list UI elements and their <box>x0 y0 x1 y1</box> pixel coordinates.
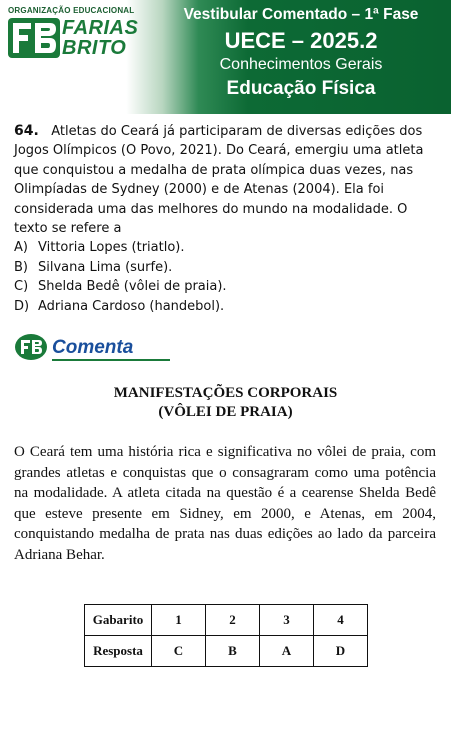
section-title-line2: (VÔLEI DE PRAIA) <box>158 404 293 420</box>
option-letter: C) <box>14 279 29 295</box>
resposta-label: Resposta <box>85 636 152 667</box>
question-number: 64. <box>14 123 39 139</box>
option-text: Silvana Lima (surfe). <box>38 259 173 275</box>
fb-logo-mark-icon <box>8 18 60 58</box>
section-title-line1: MANIFESTAÇÕES CORPORAIS <box>113 385 338 401</box>
table-row <box>85 636 368 667</box>
option-d <box>14 297 438 316</box>
option-letter: A) <box>14 240 28 256</box>
option-text: Adriana Cardoso (handebol). <box>38 298 225 314</box>
answer-key-table <box>84 604 368 667</box>
exam-subject: Educação Física <box>226 78 376 99</box>
answer-letter: C <box>152 636 206 667</box>
column-number: 3 <box>260 605 314 636</box>
option-text: Vittoria Lopes (triatlo). <box>38 240 185 256</box>
answer-letter: A <box>260 636 314 667</box>
header-banner <box>0 0 451 114</box>
column-number: 4 <box>314 605 368 636</box>
option-a <box>14 238 438 257</box>
option-b <box>14 258 438 277</box>
exam-title: Vestibular Comentado – 1ª Fase <box>183 6 419 23</box>
option-c <box>14 277 438 296</box>
option-letter: D) <box>14 298 30 314</box>
question-text: Atletas do Ceará já participaram de diversas edições dos Jogos Olímpicos (O Povo, 2021). Do Ceará, emergiu uma atleta que conquistou a medalha de prata olímpica duas vezes, nas Olimpíadas de Sydney (2000) e de Atenas (2004). Ela foi considerada uma das melhores do mundo na modalidade. O texto se refere a <box>14 124 424 237</box>
question-statement <box>14 122 438 238</box>
org-label: ORGANIZAÇÃO EDUCACIONAL <box>8 6 135 15</box>
answer-letter: B <box>206 636 260 667</box>
comenta-label: Comenta <box>52 337 134 358</box>
column-number: 1 <box>152 605 206 636</box>
column-number: 2 <box>206 605 260 636</box>
question-block <box>14 122 438 316</box>
gabarito-label: Gabarito <box>85 605 152 636</box>
comment-paragraph: O Ceará tem uma história rica e significativa no vôlei de praia, com grandes atletas e conquistas que o consagraram como uma potência na modalidade. A atleta citada na questão é a cearense Shelda Bedê que esteve presente em Sidney, em 2000, e Atenas, em 2004, conquistando medalha de prata nas duas edições ao lado da parceira Adriana Behar. <box>14 444 436 563</box>
fb-comenta-icon <box>14 333 48 361</box>
section-title <box>0 384 451 422</box>
option-letter: B) <box>14 259 28 275</box>
option-text: Shelda Bedê (vôlei de praia). <box>38 279 227 295</box>
comenta-underline <box>52 359 170 361</box>
options-list <box>14 238 438 316</box>
table-row <box>85 605 368 636</box>
comenta-heading <box>14 333 164 363</box>
exam-edition: UECE – 2025.2 <box>224 28 378 53</box>
farias-brito-logo <box>8 6 168 76</box>
answer-letter: D <box>314 636 368 667</box>
logo-word-brito: BRITO <box>62 37 127 59</box>
logo-word-farias: FARIAS <box>62 17 139 39</box>
exam-area: Conhecimentos Gerais <box>219 56 383 73</box>
